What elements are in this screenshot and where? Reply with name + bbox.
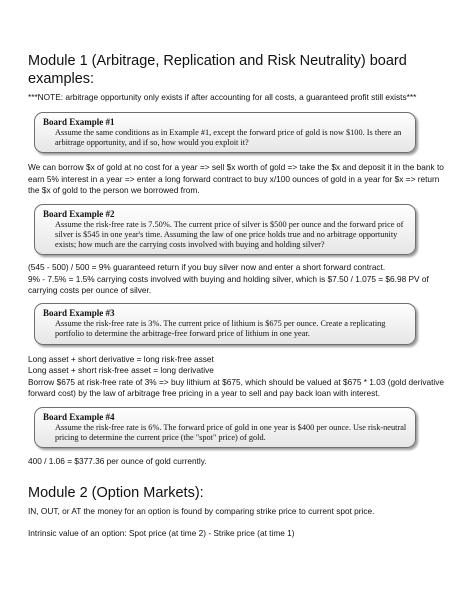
board-example-2-text: Assume the risk-free rate is 7.50%. The current price of silver is $500 per ounce and the forward price of silver is $545 in one year's time. Assuming the law of one price holds true and no arbitrage opportunity exists; how much are the carrying costs involved with buying and holding silver? <box>55 219 404 250</box>
arbitrage-note: ***NOTE: arbitrage opportunity only exists if after accounting for all costs, a guaranteed profit still exists*** <box>28 92 417 102</box>
answer-example-4: 400 / 1.06 = $377.36 per ounce of gold currently. <box>28 456 207 467</box>
board-example-4-text: Assume the risk-free rate is 6%. The forward price of gold in one year is $400 per ounce. Use risk-neutral pricing to determine the current price (the "spot" price) of gold. <box>55 422 407 442</box>
board-example-1-title: Board Example #1 <box>43 116 115 127</box>
answer-example-1: We can borrow $x of gold at no cost for a year => sell $x worth of gold => take the $x and deposit it in the bank to earn 5% interest in a year => enter a long forward contract to buy x/100 ounces of gold in a year for $x => return the $x of gold to the person we borrowed from. <box>28 162 444 196</box>
board-example-4-title: Board Example #4 <box>43 411 115 422</box>
board-example-3 <box>34 303 416 345</box>
board-example-1-text: Assume the same conditions as in Example #1, except the forward price of gold is now $100. Is there an arbitrage opportunity, and if so, how would you exploit it? <box>55 127 402 147</box>
module2-heading: Module 2 (Option Markets): <box>28 484 204 501</box>
module2-line1: IN, OUT, or AT the money for an option is found by comparing strike price to current spot price. <box>28 505 375 516</box>
answer-example-3-line3: Borrow $675 at risk-free rate of 3% => buy lithium at $675, which should be valued at $675 * 1.03 (gold derivative forward cost) by the law of arbitrage free pricing in a year to sell and pay back loan with interest. <box>28 376 445 399</box>
board-example-3-text: Assume the risk-free rate is 3%. The current price of lithium is $675 per ounce. Create a replicating portfolio to determine the arbitrage-free forward price of lithium in one year. <box>55 318 386 339</box>
document-page <box>28 52 448 540</box>
board-example-4 <box>34 407 416 449</box>
answer-example-2-line2: 9% - 7.5% = 1.5% carrying costs involved with buying and holding silver, which is $7.50 / 1.075 = $6.98 PV of carrying costs per ounce of silver. <box>28 273 429 296</box>
board-example-3-title: Board Example #3 <box>43 307 115 318</box>
answer-example-3-line2: Long asset + short risk-free asset = long derivative <box>28 365 214 376</box>
board-example-2-title: Board Example #2 <box>43 208 115 219</box>
module2-line2: Intrinsic value of an option: Spot price (at time 2) - Strike price (at time 1) <box>28 528 295 539</box>
answer-example-3-line1: Long asset + short derivative = long risk-free asset <box>28 353 214 364</box>
board-example-2 <box>34 204 416 256</box>
module1-heading: Module 1 (Arbitrage, Replication and Risk Neutrality) board examples: <box>28 53 407 87</box>
answer-example-2-line1: (545 - 500) / 500 = 9% guaranteed return if you buy silver now and enter a short forward contract. <box>28 262 386 273</box>
board-example-1 <box>34 112 416 154</box>
